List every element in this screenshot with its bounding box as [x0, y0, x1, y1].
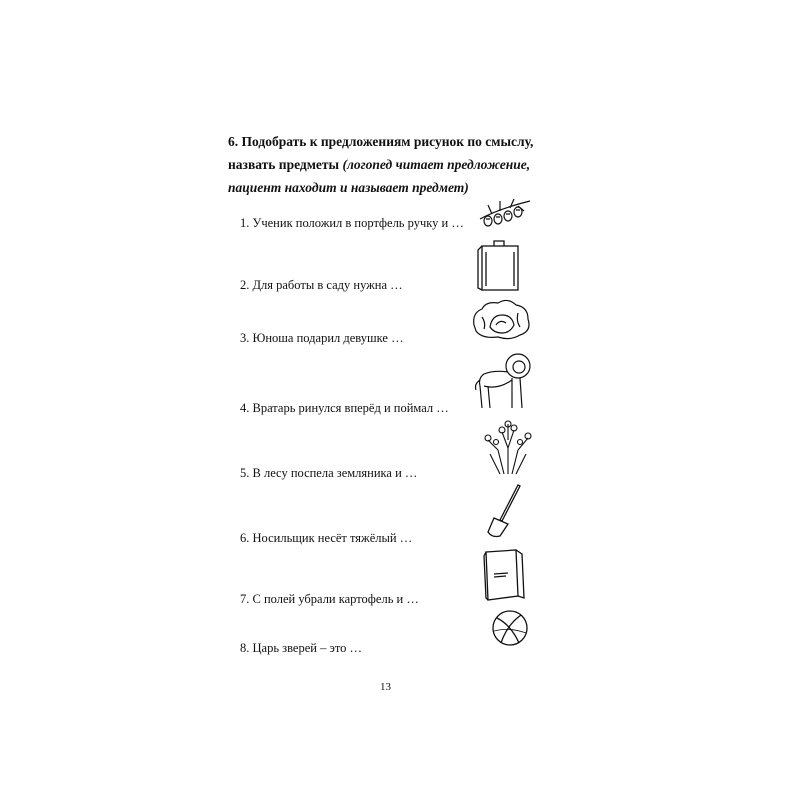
- task-number: 6.: [228, 134, 239, 149]
- sentence-4: 4. Вратарь ринулся вперёд и поймал …: [240, 401, 449, 415]
- sentence-2: 2. Для работы в саду нужна …: [240, 278, 403, 292]
- sentence-7: 7. С полей убрали картофель и …: [240, 592, 419, 606]
- page-number: 13: [380, 681, 391, 693]
- sentence-3: 3. Юноша подарил девушке …: [240, 331, 404, 345]
- task-instruction: (логопед читает предложение, пациент находит и называет предмет): [228, 157, 531, 195]
- sentence-8: 8. Царь зверей – это …: [240, 641, 362, 655]
- branch-with-cones-icon[interactable]: [478, 195, 532, 227]
- flower-bouquet-icon[interactable]: [482, 420, 534, 476]
- notebook-icon[interactable]: [480, 548, 528, 602]
- task-title: Подобрать к предложениям рисунок по смыслу, назвать предметы: [228, 134, 534, 172]
- sentence-5: 5. В лесу поспела земляника и …: [240, 466, 418, 480]
- sentence-1: 1. Ученик положил в портфель ручку и …: [240, 216, 464, 230]
- lion-icon[interactable]: [474, 350, 536, 412]
- task-heading: [228, 130, 568, 199]
- shovel-icon[interactable]: [480, 484, 524, 540]
- cabbage-icon[interactable]: [470, 297, 532, 341]
- suitcase-icon[interactable]: [474, 238, 526, 292]
- sentence-6: 6. Носильщик несёт тяжёлый …: [240, 531, 413, 545]
- ball-icon[interactable]: [491, 609, 529, 647]
